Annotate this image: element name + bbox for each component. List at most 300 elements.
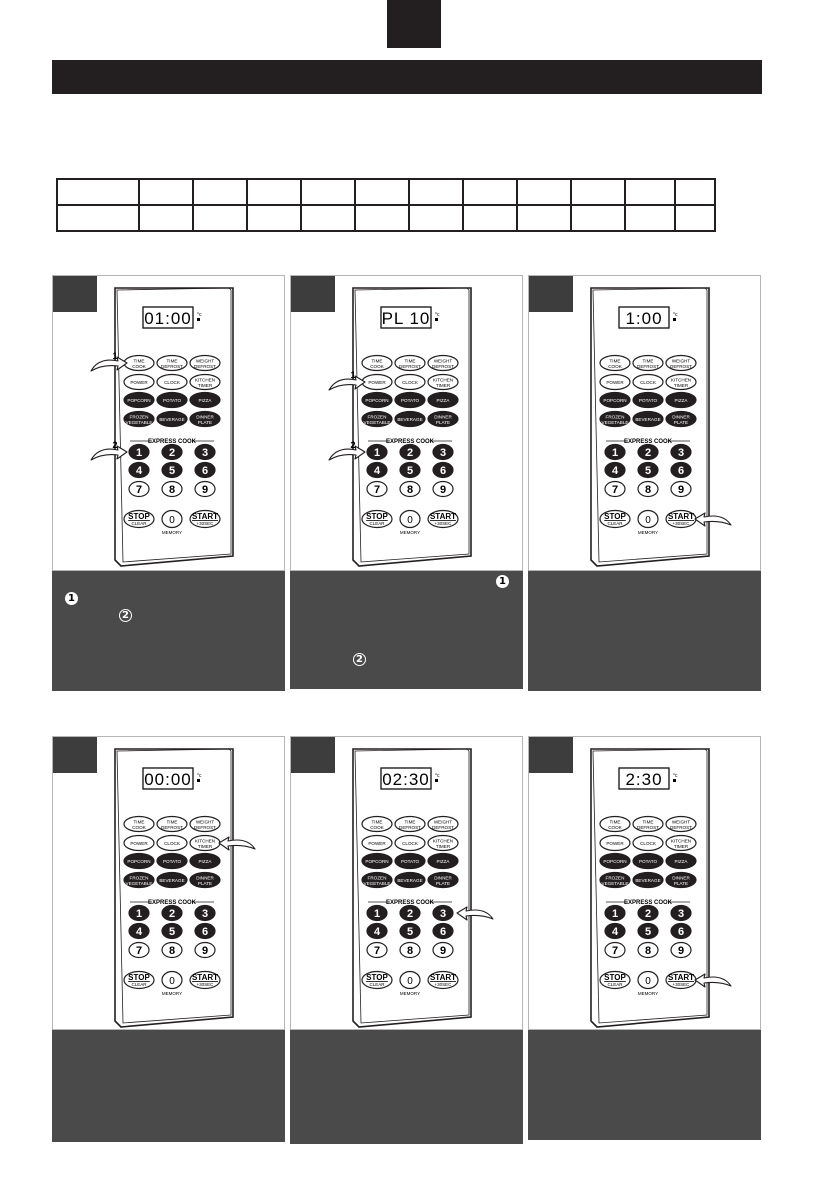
key-label: POWER (368, 380, 386, 385)
function-keys-row-1 (124, 356, 220, 371)
key-label: PIZZA (198, 859, 212, 864)
digit-9-button[interactable] (671, 943, 691, 958)
digit-7-button[interactable] (605, 943, 625, 958)
key-label: KITCHEN (194, 838, 216, 844)
digit-6-button[interactable] (671, 463, 691, 478)
power-button[interactable] (124, 836, 154, 851)
key-label: TIMER (197, 383, 213, 388)
popcorn-button[interactable] (600, 393, 630, 408)
svg-text:STOP: STOP (604, 512, 626, 521)
weight-defrost-button[interactable] (666, 356, 696, 371)
function-keys-row-4 (600, 412, 696, 427)
celsius-indicator: °c (435, 773, 440, 779)
key-label: VEGETABLE (601, 881, 629, 886)
key-label: CLOCK (164, 380, 180, 385)
stop-clear-button[interactable] (362, 511, 392, 528)
potato-button[interactable] (633, 393, 663, 408)
beverage-button[interactable] (633, 412, 663, 427)
key-label: WEIGHT (433, 819, 453, 825)
express-cook-label: EXPRESS COOK (385, 900, 435, 906)
key-label: WEIGHT (671, 819, 691, 825)
power-button[interactable] (362, 836, 392, 851)
key-label: POTATO (638, 398, 658, 403)
digit-label: 8 (644, 484, 652, 496)
key-label: POWER (130, 841, 148, 846)
potato-button[interactable] (395, 393, 425, 408)
key-label: DEFROST (432, 825, 454, 830)
key-label: BEVERAGE (397, 417, 423, 422)
svg-text:0: 0 (645, 515, 651, 526)
key-label: POPCORN (603, 398, 627, 403)
svg-text:CLEAR: CLEAR (131, 521, 147, 526)
time-defrost-button[interactable] (395, 356, 425, 371)
svg-text:CLEAR: CLEAR (607, 982, 623, 987)
digit-label: 1 (135, 447, 143, 459)
dinner-plate-button[interactable] (666, 873, 696, 888)
key-label: DEFROST (637, 364, 659, 369)
key-label: DINNER (672, 414, 690, 420)
kitchen-timer-button[interactable] (666, 375, 696, 390)
potato-button[interactable] (633, 854, 663, 869)
popcorn-button[interactable] (362, 393, 392, 408)
step-caption-3 (528, 571, 761, 691)
digit-label: 3 (201, 447, 209, 459)
table-row (57, 205, 715, 231)
key-label: VEGETABLE (125, 881, 153, 886)
display-readout: 2:30 (625, 770, 663, 789)
frozen-vegetable-button[interactable] (362, 412, 392, 427)
dinner-plate-button[interactable] (666, 412, 696, 427)
digit-1-button[interactable] (129, 906, 149, 921)
weight-defrost-button[interactable] (666, 817, 696, 832)
clock-button[interactable] (633, 375, 663, 390)
kitchen-timer-button[interactable] (666, 836, 696, 851)
digit-3-button[interactable] (195, 906, 215, 921)
digit-8-button[interactable] (638, 943, 658, 958)
key-label: DEFROST (194, 825, 216, 830)
time-cook-button[interactable] (362, 817, 392, 832)
zero-memory-button[interactable] (162, 511, 182, 536)
frozen-vegetable-button[interactable] (600, 412, 630, 427)
digit-5-button[interactable] (400, 463, 420, 478)
zero-memory-button[interactable] (162, 972, 182, 997)
digit-label: 6 (439, 465, 447, 477)
digit-7-button[interactable] (605, 482, 625, 497)
key-label: KITCHEN (194, 377, 216, 383)
frozen-vegetable-button[interactable] (362, 873, 392, 888)
digit-1-button[interactable] (367, 445, 387, 460)
kitchen-timer-button[interactable] (428, 836, 458, 851)
digit-1-button[interactable] (367, 906, 387, 921)
digit-5-button[interactable] (638, 463, 658, 478)
digit-4-button[interactable] (367, 463, 387, 478)
time-defrost-button[interactable] (157, 817, 187, 832)
function-keys-row-1 (362, 817, 458, 832)
zero-memory-button[interactable] (638, 511, 658, 536)
digit-9-button[interactable] (195, 943, 215, 958)
digit-label: 7 (135, 484, 143, 496)
potato-button[interactable] (157, 393, 187, 408)
digit-9-button[interactable] (433, 482, 453, 497)
time-cook-button[interactable] (124, 817, 154, 832)
pizza-button[interactable] (666, 854, 696, 869)
key-label: PLATE (673, 420, 689, 425)
key-label: FROZEN (367, 414, 387, 420)
digit-label: 9 (677, 484, 685, 496)
beverage-button[interactable] (395, 412, 425, 427)
key-label: KITCHEN (670, 838, 692, 844)
zero-memory-button[interactable] (400, 972, 420, 997)
digit-label: 7 (611, 484, 619, 496)
digit-5-button[interactable] (638, 924, 658, 939)
digit-5-button[interactable] (162, 924, 182, 939)
key-label: POTATO (638, 859, 658, 864)
digit-label: 5 (406, 465, 414, 477)
function-keys-row-4 (124, 412, 220, 427)
power-button[interactable] (600, 836, 630, 851)
kitchen-timer-button[interactable] (428, 375, 458, 390)
pizza-button[interactable] (190, 854, 220, 869)
svg-text:CLEAR: CLEAR (369, 982, 385, 987)
start-plus30sec-button[interactable] (666, 511, 696, 528)
svg-text:STOP: STOP (128, 973, 150, 982)
potato-button[interactable] (395, 854, 425, 869)
digit-1-button[interactable] (605, 906, 625, 921)
function-keys-row-3 (600, 854, 696, 869)
beverage-button[interactable] (157, 873, 187, 888)
clock-button[interactable] (633, 836, 663, 851)
number-keypad (129, 906, 215, 958)
key-label: TIME (404, 358, 416, 364)
stop-clear-button[interactable] (124, 511, 154, 528)
time-cook-button[interactable] (362, 356, 392, 371)
function-keys-row-4 (124, 873, 220, 888)
key-label: TIME (166, 358, 178, 364)
key-label: BEVERAGE (159, 878, 185, 883)
key-label: POTATO (400, 859, 420, 864)
key-label: PIZZA (674, 398, 688, 403)
pizza-button[interactable] (666, 393, 696, 408)
digit-4-button[interactable] (367, 924, 387, 939)
svg-text:0: 0 (169, 515, 175, 526)
svg-text:STOP: STOP (128, 512, 150, 521)
digit-8-button[interactable] (400, 482, 420, 497)
beverage-button[interactable] (633, 873, 663, 888)
frozen-vegetable-button[interactable] (600, 873, 630, 888)
key-label: TIMER (673, 383, 689, 388)
key-label: TIME (133, 819, 145, 825)
key-label: WEIGHT (671, 358, 691, 364)
celsius-indicator: °c (197, 773, 202, 779)
stop-clear-button[interactable] (124, 972, 154, 989)
svg-text:MEMORY: MEMORY (637, 991, 659, 996)
potato-button[interactable] (157, 854, 187, 869)
digit-8-button[interactable] (162, 943, 182, 958)
key-label: POPCORN (365, 859, 389, 864)
digit-2-button[interactable] (638, 906, 658, 921)
time-defrost-button[interactable] (157, 356, 187, 371)
express-cook-label: EXPRESS COOK (147, 439, 197, 445)
power-button[interactable] (600, 375, 630, 390)
zero-memory-button[interactable] (638, 972, 658, 997)
key-label: COOK (370, 364, 384, 369)
digit-7-button[interactable] (129, 482, 149, 497)
digit-label: 8 (168, 945, 176, 957)
circled-number-1: 1 (65, 592, 78, 605)
digit-3-button[interactable] (671, 906, 691, 921)
power-button[interactable] (124, 375, 154, 390)
express-cook-label: EXPRESS COOK (623, 900, 673, 906)
svg-text:STOP: STOP (604, 973, 626, 982)
key-label: FROZEN (605, 875, 625, 881)
digit-1-button[interactable] (605, 445, 625, 460)
circled-number-2: 2 (353, 653, 366, 666)
digit-3-button[interactable] (433, 906, 453, 921)
key-label: TIME (371, 819, 383, 825)
digit-2-button[interactable] (638, 445, 658, 460)
digit-label: 5 (168, 465, 176, 477)
time-defrost-button[interactable] (633, 817, 663, 832)
step-panel-1 (52, 275, 285, 571)
key-label: POPCORN (365, 398, 389, 403)
key-label: COOK (370, 825, 384, 830)
function-keys-row-4 (362, 412, 458, 427)
number-keypad (605, 906, 691, 958)
number-keypad (129, 445, 215, 497)
function-keys-row-2 (362, 836, 458, 851)
popcorn-button[interactable] (362, 854, 392, 869)
digit-6-button[interactable] (433, 924, 453, 939)
key-label: PLATE (197, 881, 213, 886)
digit-3-button[interactable] (195, 445, 215, 460)
digit-label: 2 (644, 908, 652, 920)
key-label: BEVERAGE (635, 417, 661, 422)
time-cook-button[interactable] (600, 356, 630, 371)
pizza-button[interactable] (428, 393, 458, 408)
step-panel-3 (528, 275, 761, 571)
start-plus30sec-button[interactable] (428, 511, 458, 528)
start-plus30sec-button[interactable] (190, 972, 220, 989)
time-defrost-button[interactable] (633, 356, 663, 371)
digit-4-button[interactable] (605, 463, 625, 478)
key-label: DEFROST (194, 364, 216, 369)
digit-2-button[interactable] (400, 906, 420, 921)
digit-label: 5 (644, 926, 652, 938)
key-label: DEFROST (670, 825, 692, 830)
key-label: POTATO (400, 398, 420, 403)
step-marker-label: 2 (350, 440, 356, 450)
display-readout: 01:00 (144, 309, 192, 328)
time-defrost-button[interactable] (395, 817, 425, 832)
key-label: TIMER (435, 383, 451, 388)
table-row (57, 179, 715, 205)
stop-clear-button[interactable] (362, 972, 392, 989)
svg-text:0: 0 (407, 515, 413, 526)
key-label: WEIGHT (195, 819, 215, 825)
key-label: VEGETABLE (363, 881, 391, 886)
start-plus30sec-button[interactable] (666, 972, 696, 989)
digit-7-button[interactable] (129, 943, 149, 958)
time-cook-button[interactable] (600, 817, 630, 832)
key-label: COOK (608, 825, 622, 830)
svg-text:START: START (429, 512, 457, 521)
digit-label: 1 (373, 908, 381, 920)
digit-7-button[interactable] (367, 482, 387, 497)
digit-label: 9 (677, 945, 685, 957)
kitchen-timer-button[interactable] (190, 836, 220, 851)
digit-8-button[interactable] (638, 482, 658, 497)
digit-2-button[interactable] (162, 906, 182, 921)
beverage-button[interactable] (395, 873, 425, 888)
digit-label: 9 (439, 945, 447, 957)
digit-9-button[interactable] (433, 943, 453, 958)
dinner-plate-button[interactable] (428, 412, 458, 427)
key-label: CLOCK (640, 841, 656, 846)
digit-label: 7 (373, 945, 381, 957)
popcorn-button[interactable] (600, 854, 630, 869)
function-keys-row-4 (362, 873, 458, 888)
key-label: POWER (606, 380, 624, 385)
digit-6-button[interactable] (671, 924, 691, 939)
frozen-vegetable-button[interactable] (124, 412, 154, 427)
key-label: BEVERAGE (397, 878, 423, 883)
dinner-plate-button[interactable] (190, 873, 220, 888)
function-keys-row-3 (124, 393, 220, 408)
svg-text:MEMORY: MEMORY (399, 991, 421, 996)
svg-text:STOP: STOP (366, 512, 388, 521)
stop-clear-button[interactable] (600, 511, 630, 528)
clock-button[interactable] (157, 836, 187, 851)
dinner-plate-button[interactable] (190, 412, 220, 427)
popcorn-button[interactable] (124, 854, 154, 869)
beverage-button[interactable] (157, 412, 187, 427)
digit-9-button[interactable] (671, 482, 691, 497)
popcorn-button[interactable] (124, 393, 154, 408)
digit-4-button[interactable] (605, 924, 625, 939)
digit-7-button[interactable] (367, 943, 387, 958)
svg-text:+30SEC: +30SEC (196, 521, 214, 526)
digit-2-button[interactable] (400, 445, 420, 460)
digit-3-button[interactable] (671, 445, 691, 460)
function-keys-row-2 (362, 375, 458, 390)
digit-label: 2 (168, 908, 176, 920)
zero-memory-button[interactable] (400, 511, 420, 536)
key-label: POWER (606, 841, 624, 846)
svg-text:+30SEC: +30SEC (434, 982, 452, 987)
digit-6-button[interactable] (195, 463, 215, 478)
stop-clear-button[interactable] (600, 972, 630, 989)
key-label: DINNER (672, 875, 690, 881)
digit-2-button[interactable] (162, 445, 182, 460)
digit-label: 3 (201, 908, 209, 920)
step-panel-5 (290, 736, 523, 1030)
key-label: DEFROST (399, 825, 421, 830)
key-label: POPCORN (127, 859, 151, 864)
dinner-plate-button[interactable] (428, 873, 458, 888)
power-level-table (56, 178, 716, 232)
start-plus30sec-button[interactable] (190, 511, 220, 528)
digit-label: 9 (439, 484, 447, 496)
digit-label: 4 (135, 465, 143, 477)
weight-defrost-button[interactable] (190, 817, 220, 832)
svg-text:+30SEC: +30SEC (672, 982, 690, 987)
weight-defrost-button[interactable] (428, 356, 458, 371)
control-panel-illustration (53, 737, 286, 1033)
step-caption-2 (290, 571, 523, 689)
step-caption-1 (52, 571, 285, 691)
key-label: VEGETABLE (125, 420, 153, 425)
clock-button[interactable] (395, 375, 425, 390)
svg-text:MEMORY: MEMORY (161, 991, 183, 996)
key-label: PIZZA (674, 859, 688, 864)
clock-button[interactable] (395, 836, 425, 851)
digit-4-button[interactable] (129, 463, 149, 478)
function-keys-row-3 (600, 393, 696, 408)
step-panel-2 (290, 275, 523, 571)
digit-label: 6 (201, 926, 209, 938)
digit-label: 9 (201, 484, 209, 496)
digit-label: 3 (677, 908, 685, 920)
start-plus30sec-button[interactable] (428, 972, 458, 989)
key-label: VEGETABLE (363, 420, 391, 425)
digit-label: 3 (439, 908, 447, 920)
key-label: POWER (130, 380, 148, 385)
digit-3-button[interactable] (433, 445, 453, 460)
key-label: TIME (609, 358, 621, 364)
digit-4-button[interactable] (129, 924, 149, 939)
key-label: WEIGHT (195, 358, 215, 364)
digit-6-button[interactable] (195, 924, 215, 939)
svg-text:+30SEC: +30SEC (672, 521, 690, 526)
circled-number-2: 2 (119, 609, 132, 622)
pizza-button[interactable] (190, 393, 220, 408)
power-button[interactable] (362, 375, 392, 390)
digit-label: 2 (644, 447, 652, 459)
digit-5-button[interactable] (400, 924, 420, 939)
function-keys-row-3 (362, 393, 458, 408)
digit-1-button[interactable] (129, 445, 149, 460)
key-label: DINNER (196, 875, 214, 881)
digit-label: 8 (406, 484, 414, 496)
pizza-button[interactable] (428, 854, 458, 869)
function-keys-row-1 (600, 817, 696, 832)
circled-number-1: 1 (496, 575, 509, 588)
digit-8-button[interactable] (162, 482, 182, 497)
step-marker-label: 2 (112, 440, 118, 450)
frozen-vegetable-button[interactable] (124, 873, 154, 888)
digit-label: 7 (135, 945, 143, 957)
key-label: VEGETABLE (601, 420, 629, 425)
digit-label: 7 (373, 484, 381, 496)
clock-button[interactable] (157, 375, 187, 390)
digit-9-button[interactable] (195, 482, 215, 497)
weight-defrost-button[interactable] (190, 356, 220, 371)
key-label: TIME (404, 819, 416, 825)
digit-label: 7 (611, 945, 619, 957)
control-panel-illustration (529, 737, 762, 1033)
kitchen-timer-button[interactable] (190, 375, 220, 390)
time-cook-button[interactable] (124, 356, 154, 371)
step-caption-6 (528, 1030, 761, 1140)
digit-6-button[interactable] (433, 463, 453, 478)
digit-label: 4 (373, 465, 381, 477)
digit-8-button[interactable] (400, 943, 420, 958)
weight-defrost-button[interactable] (428, 817, 458, 832)
digit-label: 3 (677, 447, 685, 459)
digit-5-button[interactable] (162, 463, 182, 478)
digit-label: 9 (201, 945, 209, 957)
key-label: BEVERAGE (635, 878, 661, 883)
